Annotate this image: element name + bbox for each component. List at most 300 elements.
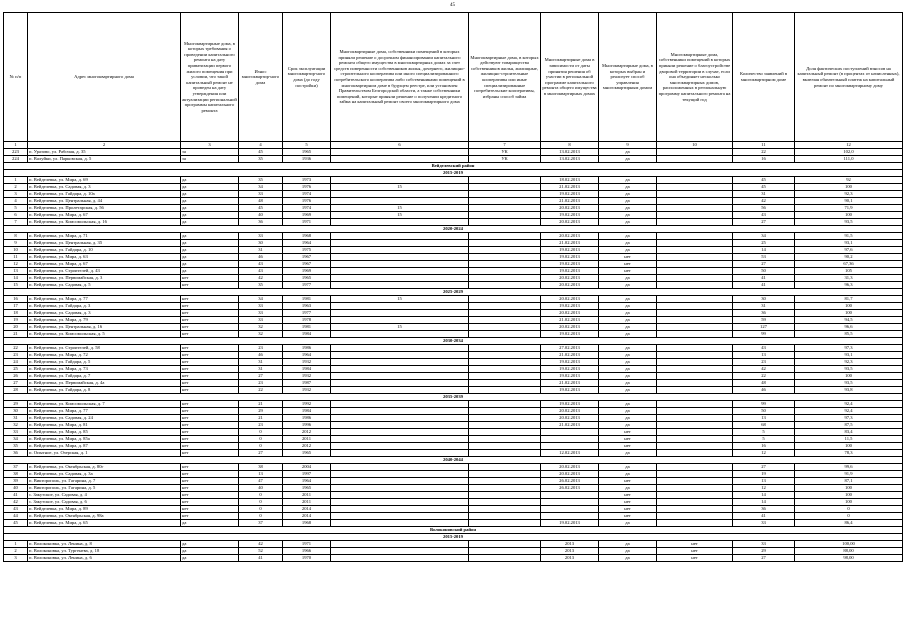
table-cell: да	[599, 324, 657, 331]
table-cell	[469, 268, 541, 275]
table-cell: 33	[239, 317, 283, 324]
table-row	[4, 359, 903, 366]
table-cell: 5	[733, 436, 795, 443]
table-cell: 20.02.2013	[541, 471, 599, 478]
table-cell: 19.02.2013	[541, 359, 599, 366]
table-cell: 22	[733, 373, 795, 380]
column-header: Количество заявлений в многоквартирном доме	[733, 13, 795, 142]
table-header	[4, 13, 903, 142]
table-cell: нет	[657, 541, 733, 548]
table-cell: 10	[657, 142, 733, 149]
table-cell: 29	[4, 401, 28, 408]
table-cell: 34	[733, 233, 795, 240]
table-cell: 13.02.2013	[541, 156, 599, 163]
table-cell: да	[599, 212, 657, 219]
table-cell: да	[181, 268, 239, 275]
table-cell: 19.02.2013	[541, 520, 599, 527]
table-cell: 2014	[283, 506, 331, 513]
table-cell: 28	[4, 387, 28, 394]
table-cell	[657, 408, 733, 415]
table-cell	[469, 373, 541, 380]
table-cell: 19.02.2013	[541, 366, 599, 373]
table-cell: п. Вейделевка, ул. Гайдара, д. 7	[28, 373, 181, 380]
table-cell	[469, 520, 541, 527]
table-cell: 47	[239, 478, 283, 485]
table-cell: да	[599, 352, 657, 359]
table-cell: 12.02.2013	[541, 450, 599, 457]
table-cell: 16	[733, 443, 795, 450]
table-cell: п. Вейделевка, ул. Садовая, д. 3	[28, 184, 181, 191]
table-row	[4, 331, 903, 338]
table-cell: 35	[239, 282, 283, 289]
table-cell	[469, 247, 541, 254]
table-cell: 100	[795, 443, 903, 450]
table-cell: да	[181, 212, 239, 219]
table-cell: нет	[657, 555, 733, 562]
table-cell: 111,0	[795, 156, 903, 163]
table-cell: 17	[4, 303, 28, 310]
table-cell	[331, 506, 469, 513]
table-cell: 14	[733, 492, 795, 499]
table-cell: 85,5	[795, 331, 903, 338]
table-row	[4, 149, 903, 156]
table-cell: 21	[4, 331, 28, 338]
table-cell	[657, 352, 733, 359]
table-cell: 90,1	[795, 198, 903, 205]
table-cell: 1971	[283, 541, 331, 548]
table-cell: 2	[4, 548, 28, 555]
table-cell: п. Вейделевка, ул. Строителей, д. 43	[28, 268, 181, 275]
table-cell: 1967	[283, 261, 331, 268]
table-cell: 43	[733, 345, 795, 352]
table-cell	[657, 240, 733, 247]
table-cell: 14	[733, 247, 795, 254]
table-cell: 12	[733, 485, 795, 492]
table-cell: 29	[733, 548, 795, 555]
table-cell: 2012	[283, 443, 331, 450]
table-cell: п. Викторополь, ул. Гагарина, д. 7	[28, 478, 181, 485]
table-cell	[331, 408, 469, 415]
table-cell	[657, 450, 733, 457]
period-header-label: 2030-2034	[4, 338, 903, 345]
table-cell: да	[599, 310, 657, 317]
table-cell: 12	[795, 142, 903, 149]
table-cell: п. Вейделевка, ул. Гайдара, д. 5	[28, 359, 181, 366]
table-row	[4, 317, 903, 324]
table-cell	[469, 436, 541, 443]
table-row	[4, 352, 903, 359]
table-cell: 30	[239, 240, 283, 247]
table-row	[4, 177, 903, 184]
table-cell	[331, 443, 469, 450]
table-cell: 30	[4, 408, 28, 415]
table-cell: 21.02.2013	[541, 184, 599, 191]
table-cell: нет	[599, 261, 657, 268]
table-cell: 1992	[283, 401, 331, 408]
table-cell: 1965	[283, 450, 331, 457]
page-number: 45	[450, 3, 455, 8]
table-row	[4, 499, 903, 506]
table-cell: 1965	[283, 149, 331, 156]
table-cell	[657, 401, 733, 408]
table-cell: УК	[469, 156, 541, 163]
table-cell: 46	[239, 254, 283, 261]
table-cell: 31	[239, 366, 283, 373]
table-cell: 15	[331, 205, 469, 212]
table-cell: 32	[4, 422, 28, 429]
table-cell: нет	[181, 331, 239, 338]
table-cell: 19.02.2013	[541, 373, 599, 380]
table-cell: нет	[599, 478, 657, 485]
table-cell: нет	[181, 415, 239, 422]
housing-register-table	[3, 12, 903, 562]
table-row	[4, 310, 903, 317]
column-header: Многоквартирные дома, в которых требования о проведении капитального ремонта на дату приватизации первого жилого помещения при условии, что такой капитальный ремонт не проведен на дату утверждения или актуализации региональной программы капитального ремонта	[181, 13, 239, 142]
table-cell	[331, 233, 469, 240]
table-cell: 0	[239, 492, 283, 499]
table-cell	[331, 548, 469, 555]
table-cell: нет	[599, 492, 657, 499]
table-cell	[469, 345, 541, 352]
table-cell: 100	[795, 303, 903, 310]
table-cell: п. Викторополь, ул. Гагарина, д. 5	[28, 485, 181, 492]
table-cell: да	[181, 233, 239, 240]
table-cell: 1987	[283, 380, 331, 387]
table-row	[4, 282, 903, 289]
table-cell	[331, 317, 469, 324]
table-cell: 42	[239, 541, 283, 548]
column-header: Многоквартирные дома, собственники помещений в которых приняли решение о досрочном финансировании капитального ремонта общего имущества в многоквартирных домах за счет средств поверенности собственников жилья, дочернего, жилищно-строительного кооператива или иного специализированного потребительского кооператива либо собственниками помещений в многоквартирном доме в будущем реестре, или установлен Правительством Белгородской области, а также собственники помещений, которые приняли решение о получении кредитного займа на капитальный ремонт своего многоквартирного дома	[331, 13, 469, 142]
table-cell: да	[599, 191, 657, 198]
table-cell: 19	[733, 471, 795, 478]
table-cell: 45	[733, 177, 795, 184]
table-cell: 18.02.2013	[541, 177, 599, 184]
table-cell	[541, 429, 599, 436]
table-cell: нет	[181, 436, 239, 443]
table-cell: 45	[239, 149, 283, 156]
table-cell: 13	[239, 471, 283, 478]
table-cell	[331, 268, 469, 275]
table-cell: 223	[4, 149, 28, 156]
table-cell: 1996	[283, 422, 331, 429]
table-cell: 12	[733, 450, 795, 457]
table-cell: п. Вейделевка, ул. Мира, д. 63	[28, 254, 181, 261]
table-cell	[331, 275, 469, 282]
table-cell: да	[599, 471, 657, 478]
table-cell: да	[181, 261, 239, 268]
table-cell: 2	[28, 142, 181, 149]
table-cell: 27	[733, 261, 795, 268]
table-cell: 21.02.2013	[541, 240, 599, 247]
table-cell	[469, 541, 541, 548]
table-row	[4, 450, 903, 457]
table-cell: 2013	[541, 541, 599, 548]
table-cell: 27	[239, 450, 283, 457]
table-cell	[331, 471, 469, 478]
table-cell: п. Вейделевка, ул. Садовая, д. 5	[28, 282, 181, 289]
table-cell: п. Вейделевка, ул. Строителей, д. 58	[28, 345, 181, 352]
table-cell	[469, 205, 541, 212]
table-cell: 41	[733, 275, 795, 282]
table-cell: 9	[599, 142, 657, 149]
table-cell: 42	[4, 499, 28, 506]
table-cell: нет	[181, 310, 239, 317]
table-cell: 99	[733, 401, 795, 408]
table-cell: п. Вейделевка, ул. Садовая, д. 3	[28, 310, 181, 317]
table-cell: 102,0	[795, 149, 903, 156]
table-cell: да	[181, 548, 239, 555]
table-row	[4, 380, 903, 387]
table-cell: 41	[733, 513, 795, 520]
table-cell: п. Вейделевка, ул. Комсомольская, д. 7	[28, 401, 181, 408]
table-cell	[657, 436, 733, 443]
table-cell: да	[599, 520, 657, 527]
table-cell: п. Вейделевка, ул. Мира, д. 67	[28, 261, 181, 268]
period-header-label: 2020-2024	[4, 226, 903, 233]
table-cell	[657, 492, 733, 499]
table-cell: нет	[181, 485, 239, 492]
table-cell: 1965	[283, 275, 331, 282]
table-cell: п. Вейделевка, ул. Садовая, д. 3а	[28, 471, 181, 478]
table-cell: нет	[181, 275, 239, 282]
table-cell: нет	[181, 429, 239, 436]
table-cell: п. Вейделевка, ул. Мира, д. 77	[28, 296, 181, 303]
table-cell: 19.02.2013	[541, 254, 599, 261]
table-cell: 23	[239, 422, 283, 429]
table-cell: 20.02.2013	[541, 296, 599, 303]
table-cell: п. Вейделевка, ул. Мира, д. 87	[28, 443, 181, 450]
table-row	[4, 345, 903, 352]
period-header	[4, 170, 903, 177]
table-cell	[331, 352, 469, 359]
table-cell: 100	[795, 212, 903, 219]
table-cell: 81,7	[795, 296, 903, 303]
table-cell: 23	[239, 380, 283, 387]
table-cell: 1981	[283, 296, 331, 303]
table-cell: 7	[469, 142, 541, 149]
table-cell: 93,1	[795, 352, 903, 359]
district-header	[4, 527, 903, 534]
table-cell: да	[599, 205, 657, 212]
table-cell	[331, 254, 469, 261]
table-cell: п. Вейделевка, ул. Мира, д. 65	[28, 520, 181, 527]
table-cell: 42	[733, 198, 795, 205]
table-cell: да	[599, 422, 657, 429]
table-cell: 2014	[283, 513, 331, 520]
table-cell: да	[599, 366, 657, 373]
table-cell	[469, 387, 541, 394]
table-cell	[469, 233, 541, 240]
table-cell: 1968	[283, 233, 331, 240]
table-cell: п. Вейделевка, ул. Гайдара, д. 8	[28, 387, 181, 394]
table-cell	[469, 506, 541, 513]
table-cell: 0	[239, 436, 283, 443]
table-cell: 0	[239, 506, 283, 513]
table-cell	[469, 296, 541, 303]
table-cell: 19.02.2013	[541, 191, 599, 198]
table-cell: 21.02.2013	[541, 352, 599, 359]
table-cell: 50	[733, 408, 795, 415]
table-cell: 43	[239, 261, 283, 268]
table-cell: 91,9	[795, 471, 903, 478]
table-cell: 32	[239, 324, 283, 331]
table-cell: нет	[181, 471, 239, 478]
period-header	[4, 226, 903, 233]
district-header	[4, 163, 903, 170]
table-cell: 52	[239, 548, 283, 555]
table-cell: нет	[599, 254, 657, 261]
table-cell: 33	[239, 233, 283, 240]
table-cell: 23	[733, 359, 795, 366]
table-cell	[657, 415, 733, 422]
table-cell	[469, 191, 541, 198]
table-cell: 1976	[283, 198, 331, 205]
table-cell	[657, 184, 733, 191]
table-cell: 43	[4, 506, 28, 513]
table-cell: нет	[181, 303, 239, 310]
table-row	[4, 219, 903, 226]
table-cell: п. Вейделевка, ул. Мира, д. 77	[28, 408, 181, 415]
table-row	[4, 212, 903, 219]
table-cell: 45	[4, 520, 28, 527]
table-cell	[469, 184, 541, 191]
table-cell	[657, 429, 733, 436]
table-cell: 20.02.2013	[541, 464, 599, 471]
table-row	[4, 429, 903, 436]
table-cell: 31	[239, 247, 283, 254]
table-row	[4, 443, 903, 450]
table-cell: 35	[239, 156, 283, 163]
table-cell: 19.02.2013	[541, 212, 599, 219]
table-cell	[657, 317, 733, 324]
table-cell: да	[599, 345, 657, 352]
table-cell: 93,5	[795, 366, 903, 373]
table-cell: 22	[733, 149, 795, 156]
table-row	[4, 268, 903, 275]
table-cell	[331, 366, 469, 373]
table-cell	[657, 261, 733, 268]
table-cell: 13	[733, 352, 795, 359]
table-cell: 27	[733, 464, 795, 471]
table-cell	[331, 429, 469, 436]
table-cell	[331, 247, 469, 254]
table-cell: 31	[239, 359, 283, 366]
table-cell: 91,5	[795, 233, 903, 240]
table-cell: 2011	[283, 499, 331, 506]
table-cell: нет	[181, 401, 239, 408]
table-cell: 46	[239, 352, 283, 359]
table-cell: 2011	[283, 492, 331, 499]
table-row	[4, 464, 903, 471]
table-cell: 11	[4, 254, 28, 261]
table-cell: нет	[181, 422, 239, 429]
table-cell: 19.02.2013	[541, 268, 599, 275]
table-cell: 41	[733, 282, 795, 289]
table-cell	[657, 331, 733, 338]
table-row	[4, 541, 903, 548]
table-cell: 41	[239, 555, 283, 562]
table-cell: 1969	[283, 212, 331, 219]
table-cell: 1973	[283, 177, 331, 184]
table-cell: 34	[239, 296, 283, 303]
table-cell	[657, 359, 733, 366]
table-cell	[469, 310, 541, 317]
table-cell	[331, 513, 469, 520]
table-cell: 93,5	[795, 380, 903, 387]
table-cell: 1965	[283, 485, 331, 492]
table-cell: 5	[283, 142, 331, 149]
table-cell: да	[599, 373, 657, 380]
column-header: Адрес многоквартирного дома	[28, 13, 181, 142]
table-cell: 12	[4, 261, 28, 268]
table-cell: 0	[239, 499, 283, 506]
table-cell: 5	[733, 429, 795, 436]
table-cell: с. Закутское, ул. Садовая, д. 6	[28, 499, 181, 506]
table-cell: да	[599, 555, 657, 562]
table-cell: 92,3	[795, 191, 903, 198]
table-cell: 1	[4, 177, 28, 184]
table-cell: за	[181, 156, 239, 163]
table-cell: 18	[4, 310, 28, 317]
table-row	[4, 408, 903, 415]
table-cell: п. Валуйки, ул. Парковская, д. 5	[28, 156, 181, 163]
table-cell: 1932	[283, 373, 331, 380]
table-cell: 100	[795, 485, 903, 492]
table-cell: п. Вейделевка, ул. Октябрьская, д. 98а	[28, 513, 181, 520]
table-cell: 13	[4, 268, 28, 275]
table-row	[4, 415, 903, 422]
table-cell: нет	[599, 268, 657, 275]
table-row	[4, 303, 903, 310]
table-cell	[657, 156, 733, 163]
table-cell	[469, 254, 541, 261]
table-cell	[469, 492, 541, 499]
table-cell: 98,00	[795, 555, 903, 562]
table-cell: п. Вейделевка, ул. Первомайская, д. 3	[28, 275, 181, 282]
table-cell	[657, 513, 733, 520]
table-row	[4, 184, 903, 191]
table-cell: да	[181, 177, 239, 184]
table-cell: 27	[239, 373, 283, 380]
table-cell: нет	[181, 366, 239, 373]
table-cell: 14	[4, 275, 28, 282]
table-row	[4, 548, 903, 555]
table-cell: 1936	[283, 156, 331, 163]
table-cell	[469, 408, 541, 415]
table-cell: 21.02.2013	[541, 422, 599, 429]
table-cell: 36	[4, 450, 28, 457]
table-cell: 33	[239, 310, 283, 317]
table-cell	[469, 359, 541, 366]
table-cell: 20.02.2013	[541, 282, 599, 289]
table-cell	[657, 247, 733, 254]
table-cell: да	[599, 380, 657, 387]
table-cell	[657, 233, 733, 240]
table-cell: 33	[733, 520, 795, 527]
table-cell	[331, 401, 469, 408]
table-cell: 16	[4, 296, 28, 303]
period-header-label: 2025-2029	[4, 289, 903, 296]
table-cell: 27	[4, 380, 28, 387]
table-cell: 20.02.2013	[541, 310, 599, 317]
table-cell: да	[599, 233, 657, 240]
table-cell	[469, 548, 541, 555]
table-cell: да	[599, 401, 657, 408]
table-cell: 1986	[283, 415, 331, 422]
table-cell: 31	[733, 191, 795, 198]
table-cell	[657, 499, 733, 506]
table-cell: да	[181, 191, 239, 198]
